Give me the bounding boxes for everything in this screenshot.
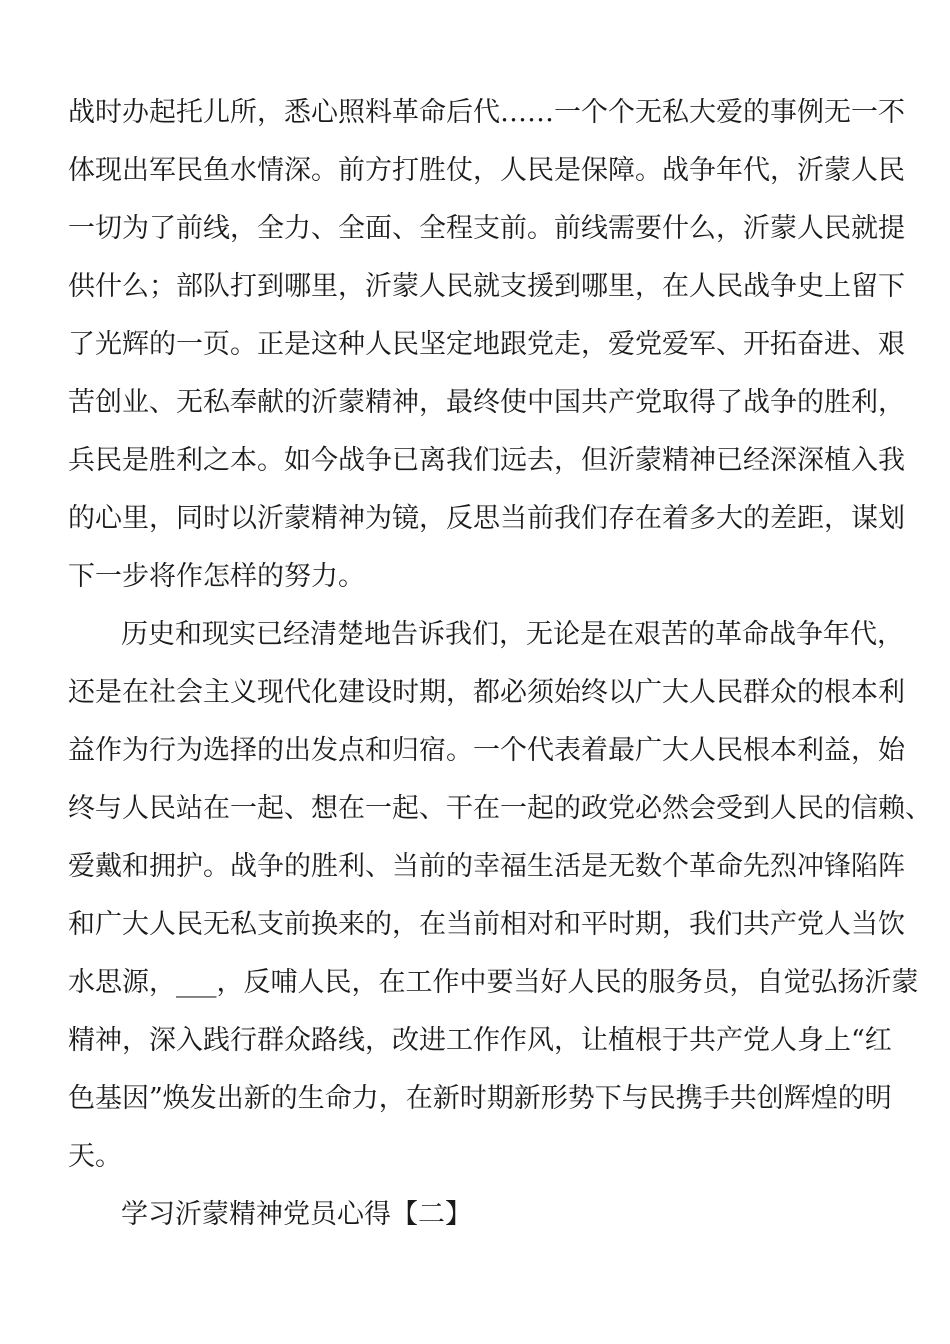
paragraph-2-line-9: 色基因”焕发出新的生命力，在新时期新形势下与民携手共创辉煌的明 [68, 1083, 892, 1114]
paragraph-1-line-6: 苦创业、无私奉献的沂蒙精神，最终使中国共产党取得了战争的胜利， [68, 387, 905, 418]
paragraph-2-line-7: 水思源，___，反哺人民，在工作中要当好人民的服务员，自觉弘扬沂蒙 [68, 967, 919, 998]
paragraph-1-line-2: 体现出军民鱼水情深。前方打胜仗，人民是保障。战争年代，沂蒙人民 [68, 155, 905, 186]
paragraph-1-line-3: 一切为了前线，全力、全面、全程支前。前线需要什么，沂蒙人民就提 [68, 213, 905, 244]
paragraph-1-line-7: 兵民是胜利之本。如今战争已离我们远去，但沂蒙精神已经深深植入我 [68, 445, 905, 476]
paragraph-2-line-4: 终与人民站在一起、想在一起、干在一起的政党必然会受到人民的信赖、 [68, 793, 932, 824]
paragraph-2-line-2: 还是在社会主义现代化建设时期，都必须始终以广大人民群众的根本利 [68, 677, 905, 708]
paragraph-1-line-8: 的心里，同时以沂蒙精神为镜，反思当前我们存在着多大的差距，谋划 [68, 503, 905, 534]
paragraph-1-line-5: 了光辉的一页。正是这种人民坚定地跟党走，爱党爱军、开拓奋进、艰 [68, 329, 905, 360]
paragraph-2-line-5: 爱戴和拥护。战争的胜利、当前的幸福生活是无数个革命先烈冲锋陷阵 [68, 851, 905, 882]
paragraph-2-line-3: 益作为行为选择的出发点和归宿。一个代表着最广大人民根本利益，始 [68, 735, 905, 766]
paragraph-2-line-10: 天。 [68, 1141, 122, 1172]
paragraph-2-line-6: 和广大人民无私支前换来的，在当前相对和平时期，我们共产党人当饮 [68, 909, 905, 940]
paragraph-1-line-4: 供什么；部队打到哪里，沂蒙人民就支援到哪里，在人民战争史上留下 [68, 271, 905, 302]
paragraph-2-line-1: 历史和现实已经清楚地告诉我们，无论是在艰苦的革命战争年代， [121, 619, 904, 650]
paragraph-2-line-8: 精神，深入践行群众路线，改进工作作风，让植根于共产党人身上“红 [68, 1025, 892, 1056]
section-heading: 学习沂蒙精神党员心得【二】 [121, 1199, 472, 1230]
paragraph-1-line-9: 下一步将作怎样的努力。 [68, 561, 365, 592]
paragraph-1-line-1: 战时办起托儿所，悉心照料革命后代……一个个无私大爱的事例无一不 [68, 97, 905, 128]
